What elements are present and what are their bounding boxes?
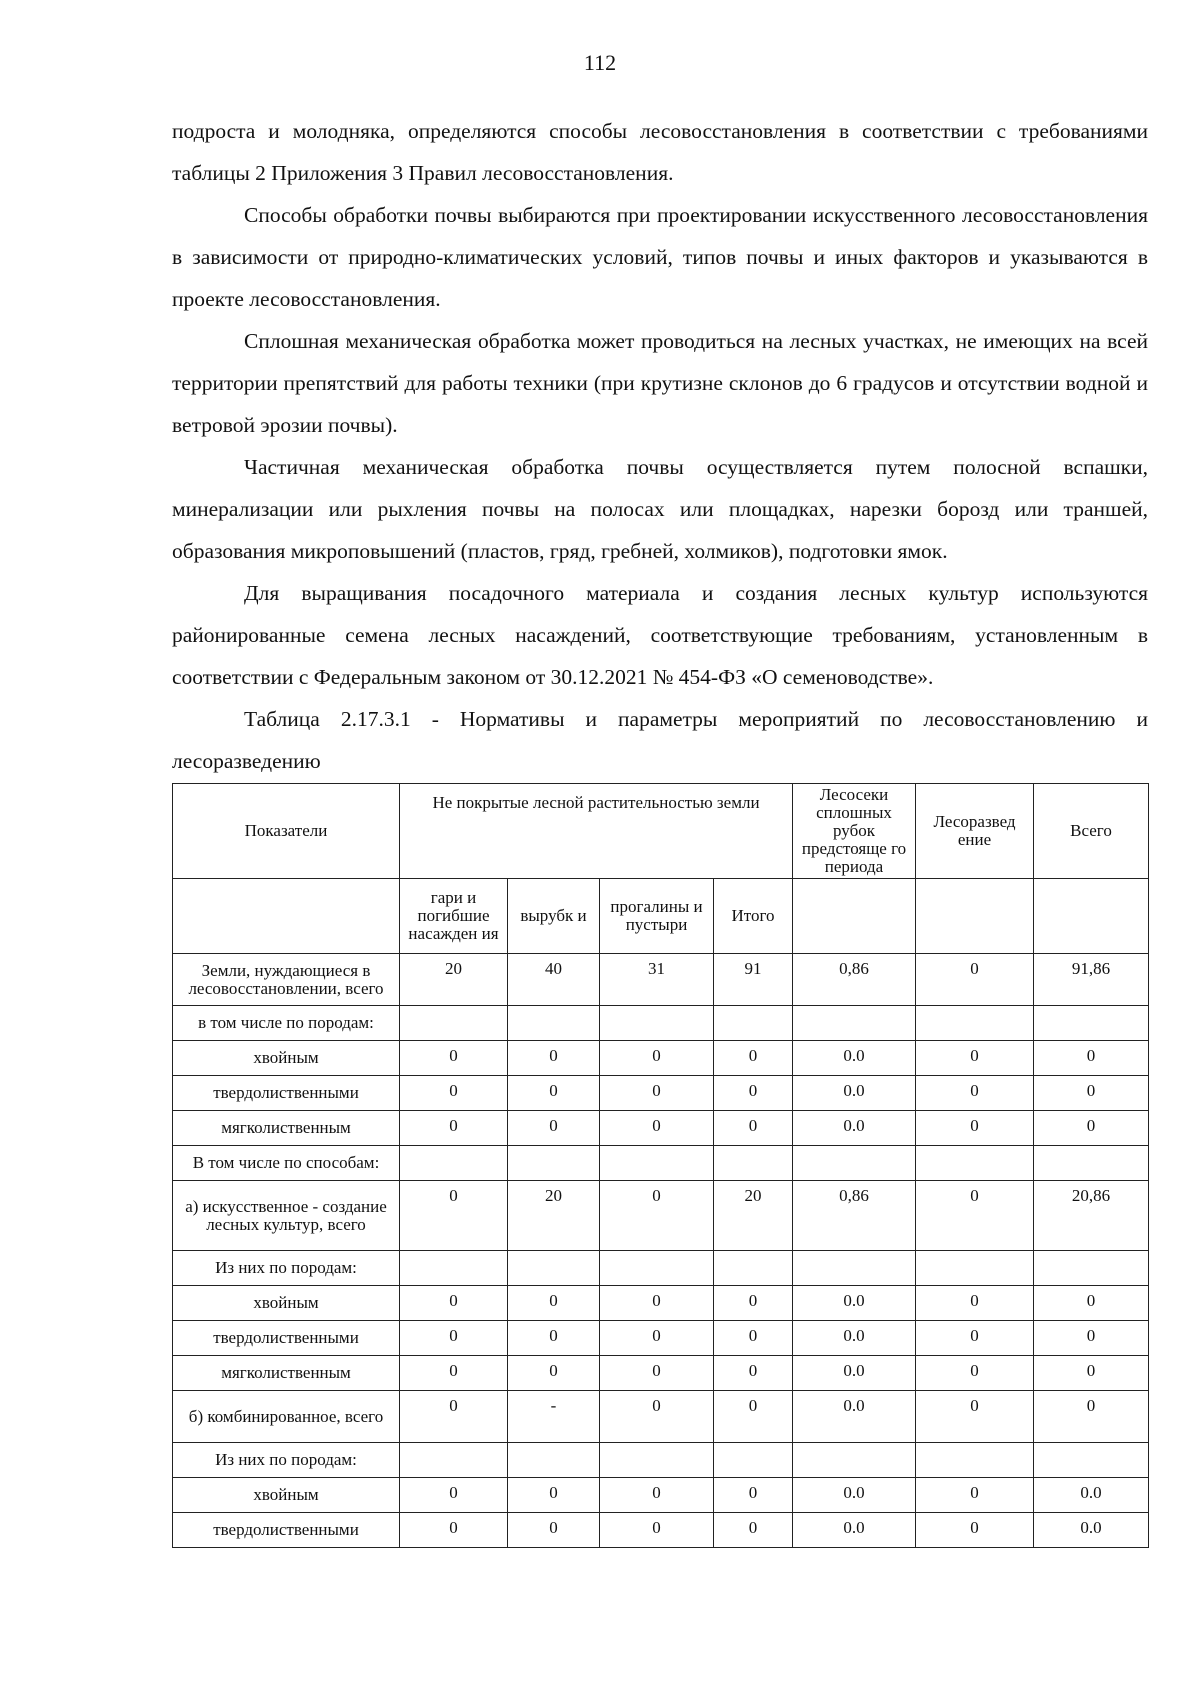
table-cell: 0	[508, 1356, 600, 1391]
table-cell: 0	[714, 1076, 793, 1111]
table-cell	[600, 1443, 714, 1478]
paragraph-3: Сплошная механическая обработка может проводиться на лесных участках, не имеющих на всей территории препятствий для работы техники (при крутизне склонов до 6 градусов и отсутствии водной и ветровой эрозии почвы).	[172, 329, 1148, 437]
table-cell: 0	[714, 1041, 793, 1076]
table-cell: 0	[600, 1391, 714, 1443]
paragraph-1: подроста и молодняка, определяются способы лесовосстановления в соответствии с требованиями таблицы 2 Приложения 3 Правил лесовосстановления.	[172, 119, 1148, 185]
table-cell: 0.0	[1034, 1513, 1149, 1548]
table-cell: 0	[600, 1356, 714, 1391]
norms-table	[172, 783, 1149, 1548]
table-row	[173, 1356, 1149, 1391]
table-cell	[793, 1251, 916, 1286]
header-clearings: вырубк и	[508, 879, 600, 954]
table-cell	[508, 1251, 600, 1286]
table-cell: 31	[600, 954, 714, 1006]
table-cell: 0	[400, 1111, 508, 1146]
table-cell: 0	[916, 1513, 1034, 1548]
table-cell: 20,86	[1034, 1181, 1149, 1251]
header-afforestation: Лесоразвед ение	[916, 784, 1034, 879]
header-indicators: Показатели	[173, 784, 400, 879]
table-cell: 0.0	[793, 1391, 916, 1443]
header-empty	[793, 879, 916, 954]
row-label: а) искусственное - создание лесных культур, всего	[173, 1181, 400, 1251]
table-cell: 0	[600, 1041, 714, 1076]
header-total: Всего	[1034, 784, 1149, 879]
table-cell	[916, 1251, 1034, 1286]
table-row	[173, 1443, 1149, 1478]
table-cell: 0	[400, 1513, 508, 1548]
table-cell: -	[508, 1391, 600, 1443]
table-cell: 0	[600, 1111, 714, 1146]
table-cell	[508, 1146, 600, 1181]
table-cell: 0	[1034, 1356, 1149, 1391]
table-cell: 0	[916, 1181, 1034, 1251]
table-row	[173, 1181, 1149, 1251]
table-cell	[714, 1146, 793, 1181]
table-cell	[400, 1251, 508, 1286]
table-cell: 0	[714, 1356, 793, 1391]
table-cell: 0.0	[793, 1321, 916, 1356]
table-cell	[400, 1443, 508, 1478]
table-header-row-2	[173, 879, 1149, 954]
table-cell: 0	[916, 1076, 1034, 1111]
table-cell: 0	[600, 1321, 714, 1356]
table-cell: 0	[600, 1181, 714, 1251]
row-label: твердолиственными	[173, 1513, 400, 1548]
table-header-row-1	[173, 784, 1149, 879]
table-cell: 0	[508, 1321, 600, 1356]
row-label: мягколиственным	[173, 1111, 400, 1146]
table-cell: 0	[916, 1286, 1034, 1321]
table-cell: 0	[1034, 1391, 1149, 1443]
row-label: б) комбинированное, всего	[173, 1391, 400, 1443]
table-cell: 0	[916, 1478, 1034, 1513]
table-cell: 0.0	[793, 1513, 916, 1548]
table-cell: 0	[1034, 1111, 1149, 1146]
row-label: в том числе по породам:	[173, 1006, 400, 1041]
table-cell: 0	[714, 1111, 793, 1146]
table-cell: 0	[508, 1513, 600, 1548]
row-label: хвойным	[173, 1041, 400, 1076]
row-label: твердолиственными	[173, 1076, 400, 1111]
table-cell: 91	[714, 954, 793, 1006]
table-cell: 0	[916, 1391, 1034, 1443]
row-label: Из них по породам:	[173, 1251, 400, 1286]
table-cell: 0.0	[793, 1356, 916, 1391]
row-label: Земли, нуждающиеся в лесовосстановлении, всего	[173, 954, 400, 1006]
header-subtotal: Итого	[714, 879, 793, 954]
table-cell: 0	[400, 1076, 508, 1111]
table-cell: 0	[916, 1111, 1034, 1146]
table-cell: 0,86	[793, 954, 916, 1006]
table-cell: 40	[508, 954, 600, 1006]
table-row	[173, 954, 1149, 1006]
table-cell	[793, 1146, 916, 1181]
table-cell	[1034, 1146, 1149, 1181]
table-cell: 0	[714, 1478, 793, 1513]
table-cell: 0	[600, 1286, 714, 1321]
table-cell: 0	[508, 1478, 600, 1513]
table-cell: 0	[400, 1356, 508, 1391]
table-cell	[916, 1443, 1034, 1478]
table-cell: 0	[600, 1478, 714, 1513]
table-cell: 0	[400, 1321, 508, 1356]
table-cell: 91,86	[1034, 954, 1149, 1006]
table-row	[173, 1391, 1149, 1443]
header-cutting-areas: Лесосеки сплошных рубок предстояще го периода	[793, 784, 916, 879]
table-cell	[793, 1006, 916, 1041]
header-burnt: гари и погибшие насажден ия	[400, 879, 508, 954]
table-cell: 0	[400, 1041, 508, 1076]
table-cell	[714, 1006, 793, 1041]
table-cell: 0	[1034, 1321, 1149, 1356]
table-row	[173, 1286, 1149, 1321]
table-row	[173, 1111, 1149, 1146]
table-cell: 0.0	[1034, 1478, 1149, 1513]
table-cell: 0	[916, 1041, 1034, 1076]
table-cell	[400, 1146, 508, 1181]
table-row	[173, 1146, 1149, 1181]
table-row	[173, 1251, 1149, 1286]
table-cell: 0,86	[793, 1181, 916, 1251]
row-label: мягколиственным	[173, 1356, 400, 1391]
table-row	[173, 1076, 1149, 1111]
header-not-covered-lands: Не покрытые лесной растительностью земли	[400, 784, 793, 879]
table-cell: 0.0	[793, 1076, 916, 1111]
table-row	[173, 1321, 1149, 1356]
table-cell	[1034, 1251, 1149, 1286]
table-cell	[1034, 1006, 1149, 1041]
table-cell	[916, 1006, 1034, 1041]
table-cell: 0	[714, 1513, 793, 1548]
table-cell: 0	[600, 1513, 714, 1548]
table-cell	[508, 1443, 600, 1478]
table-cell	[714, 1443, 793, 1478]
table-cell: 20	[400, 954, 508, 1006]
table-cell: 0	[400, 1181, 508, 1251]
header-empty	[916, 879, 1034, 954]
table-cell: 0	[1034, 1076, 1149, 1111]
table-cell: 20	[714, 1181, 793, 1251]
paragraph-5: Для выращивания посадочного материала и создания лесных культур используются районированные семена лесных насаждений, соответствующие требованиям, установленным в соответствии с Федеральным законом от 30.12.2021 № 454-ФЗ «О семеноводстве».	[172, 581, 1148, 689]
row-label: В том числе по способам:	[173, 1146, 400, 1181]
table-cell	[600, 1006, 714, 1041]
table-cell	[1034, 1443, 1149, 1478]
table-row	[173, 1513, 1149, 1548]
paragraph-2: Способы обработки почвы выбираются при проектировании искусственного лесовосстановления в зависимости от природно-климатических условий, типов почвы и иных факторов и указываются в проекте лесовосстановления.	[172, 203, 1148, 311]
table-cell: 0	[916, 1356, 1034, 1391]
table-cell: 0	[508, 1286, 600, 1321]
header-empty	[1034, 879, 1149, 954]
table-cell	[714, 1251, 793, 1286]
table-caption: Таблица 2.17.3.1 - Нормативы и параметры мероприятий по лесовосстановлению и лесоразведению	[172, 707, 1148, 773]
table-cell: 0	[508, 1076, 600, 1111]
table-cell: 0	[916, 954, 1034, 1006]
row-label: хвойным	[173, 1478, 400, 1513]
table-cell: 0.0	[793, 1041, 916, 1076]
body-text	[172, 110, 1148, 782]
table-cell: 0.0	[793, 1286, 916, 1321]
table-cell: 0	[400, 1391, 508, 1443]
table-cell	[600, 1251, 714, 1286]
table-cell: 0.0	[793, 1478, 916, 1513]
header-empty	[173, 879, 400, 954]
table-row	[173, 1006, 1149, 1041]
table-cell: 0	[600, 1076, 714, 1111]
table-cell: 0.0	[793, 1111, 916, 1146]
table-cell	[400, 1006, 508, 1041]
table-row	[173, 1478, 1149, 1513]
table-cell: 20	[508, 1181, 600, 1251]
table-cell: 0	[1034, 1286, 1149, 1321]
table-cell	[916, 1146, 1034, 1181]
page-number: 112	[583, 50, 617, 75]
row-label: хвойным	[173, 1286, 400, 1321]
table-cell	[600, 1146, 714, 1181]
paragraph-4: Частичная механическая обработка почвы осуществляется путем полосной вспашки, минерализации или рыхления почвы на полосах или площадках, нарезки борозд или траншей, образования микроповышений (пластов, гряд, гребней, холмиков), подготовки ямок.	[172, 455, 1148, 563]
table-cell: 0	[400, 1286, 508, 1321]
table-cell: 0	[508, 1041, 600, 1076]
table-cell: 0	[714, 1391, 793, 1443]
table-row	[173, 1041, 1149, 1076]
header-glades: прогалины и пустыри	[600, 879, 714, 954]
table-cell: 0	[508, 1111, 600, 1146]
table-cell: 0	[400, 1478, 508, 1513]
table-cell: 0	[916, 1321, 1034, 1356]
table-cell: 0	[714, 1321, 793, 1356]
table-cell	[508, 1006, 600, 1041]
table-cell: 0	[714, 1286, 793, 1321]
row-label: твердолиственными	[173, 1321, 400, 1356]
table-cell: 0	[1034, 1041, 1149, 1076]
table-cell	[793, 1443, 916, 1478]
row-label: Из них по породам:	[173, 1443, 400, 1478]
